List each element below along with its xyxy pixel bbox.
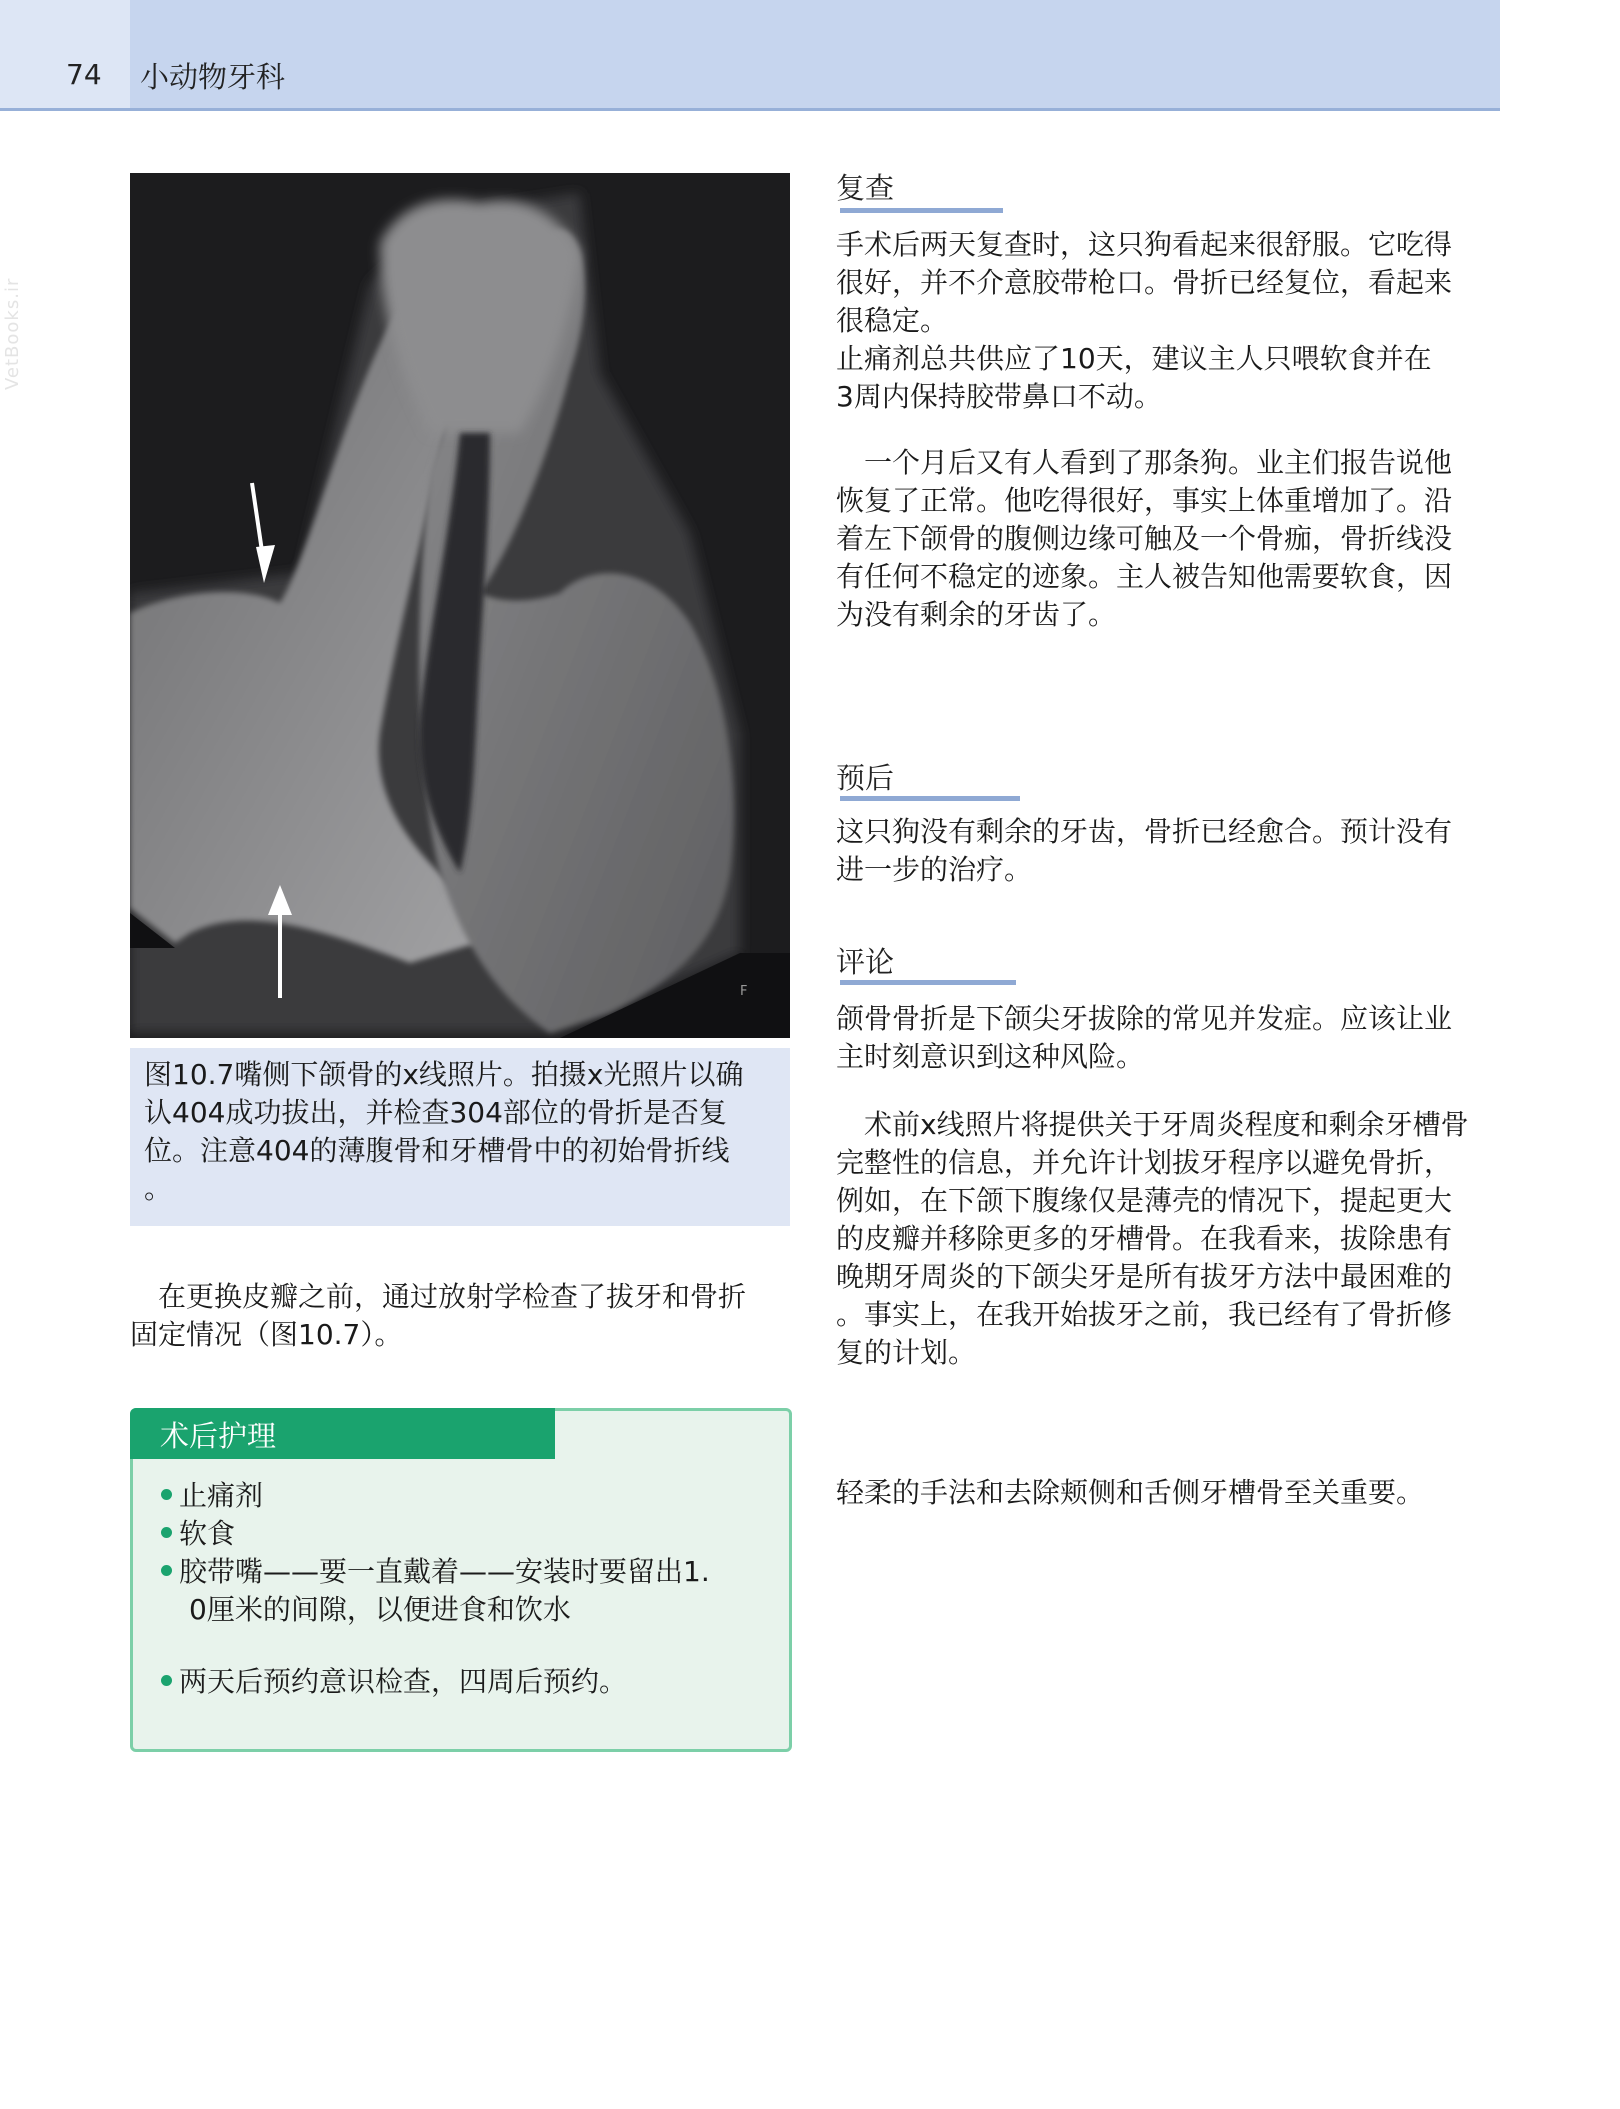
paragraph-line: 3周内保持胶带鼻口不动。 (836, 380, 1162, 413)
header-page-tab (0, 0, 130, 110)
bullet-icon (161, 1527, 172, 1538)
paragraph-line: 恢复了正常。他吃得很好，事实上体重增加了。沿 (836, 484, 1453, 517)
section-heading-prognosis: 预后 (836, 761, 895, 795)
figure-caption (130, 1048, 790, 1226)
paragraph-line: 的皮瓣并移除更多的牙槽骨。在我看来，拔除患有 (836, 1222, 1453, 1255)
paragraph-line: 有任何不稳定的迹象。主人被告知他需要软食，因 (836, 560, 1453, 593)
postop-care-title: 术后护理 (160, 1419, 277, 1453)
paragraph-line: 复的计划。 (836, 1336, 977, 1369)
paragraph-line: 手术后两天复查时，这只狗看起来很舒服。它吃得 (836, 228, 1453, 261)
caption-line: 认404成功拔出，并检查304部位的骨折是否复 (144, 1096, 727, 1129)
care-list-item: 胶带嘴——要一直戴着——安装时要留出1. (161, 1553, 710, 1591)
watermark: VetBooks.ir (2, 277, 23, 390)
postop-care-title-bar (130, 1408, 555, 1459)
running-title: 小动物牙科 (140, 60, 286, 94)
paragraph-line: 。事实上，在我开始拔牙之前，我已经有了骨折修 (836, 1298, 1453, 1331)
paragraph-line: 颌骨骨折是下颌尖牙拔除的常见并发症。应该让业 (836, 1002, 1453, 1035)
section-heading-comment: 评论 (836, 945, 895, 979)
caption-line: 。 (144, 1172, 173, 1205)
bullet-icon (161, 1675, 172, 1686)
heading-rule (840, 796, 1020, 801)
care-list-item: 两天后预约意识检查，四周后预约。 (161, 1663, 627, 1701)
paragraph-line: 主时刻意识到这种风险。 (836, 1040, 1145, 1073)
paragraph-line: 在更换皮瓣之前，通过放射学检查了拔牙和骨折 (130, 1280, 747, 1313)
bullet-icon (161, 1489, 172, 1500)
paragraph-line: 完整性的信息，并允许计划拔牙程序以避免骨折， (836, 1146, 1453, 1179)
paragraph-line: 进一步的治疗。 (836, 853, 1033, 886)
heading-rule (840, 208, 1003, 213)
postop-care-box (130, 1408, 792, 1752)
closing-sentence: 轻柔的手法和去除颊侧和舌侧牙槽骨至关重要。 (836, 1476, 1425, 1509)
radiograph-check-paragraph (130, 1278, 794, 1354)
paragraph-line: 例如，在下颌下腹缘仅是薄壳的情况下，提起更大 (836, 1184, 1453, 1217)
comment-paragraph (836, 1000, 1504, 1076)
caption-line: 图10.7嘴侧下颌骨的x线照片。拍摄x光照片以确 (144, 1058, 744, 1091)
preop-radiograph-paragraph (836, 1106, 1504, 1372)
page-number: 74 (66, 58, 102, 91)
paragraph-line: 着左下颌骨的腹侧边缘可触及一个骨痂，骨折线没 (836, 522, 1453, 555)
care-list-item: 止痛剂 (161, 1477, 263, 1515)
paragraph-line: 止痛剂总共供应了10天，建议主人只喂软食并在 (836, 342, 1432, 375)
followup-paragraph (836, 444, 1504, 634)
care-list-item-continuation: 0厘米的间隙，以便进食和饮水 (189, 1593, 571, 1626)
paragraph-line: 一个月后又有人看到了那条狗。业主们报告说他 (836, 446, 1453, 479)
paragraph-line: 很稳定。 (836, 304, 949, 337)
paragraph-line: 术前x线照片将提供关于牙周炎程度和剩余牙槽骨 (836, 1108, 1469, 1141)
section-heading-recheck: 复查 (836, 171, 895, 205)
xray-image (130, 173, 790, 1038)
paragraph-line: 很好，并不介意胶带枪口。骨折已经复位，看起来 (836, 266, 1453, 299)
paragraph-line: 为没有剩余的牙齿了。 (836, 598, 1117, 631)
care-list-item: 软食 (161, 1515, 235, 1553)
paragraph-line: 固定情况（图10.7）。 (130, 1318, 403, 1351)
paragraph-line: 晚期牙周炎的下颌尖牙是所有拔牙方法中最困难的 (836, 1260, 1453, 1293)
caption-line: 位。注意404的薄腹骨和牙槽骨中的初始骨折线 (144, 1134, 730, 1167)
bullet-icon (161, 1565, 172, 1576)
heading-rule (840, 980, 1016, 985)
prognosis-paragraph (836, 813, 1504, 889)
corner-mark: F (740, 984, 748, 999)
paragraph-line: 这只狗没有剩余的牙齿，骨折已经愈合。预计没有 (836, 815, 1453, 848)
recheck-paragraph (836, 226, 1504, 416)
header-rule (0, 108, 1500, 111)
